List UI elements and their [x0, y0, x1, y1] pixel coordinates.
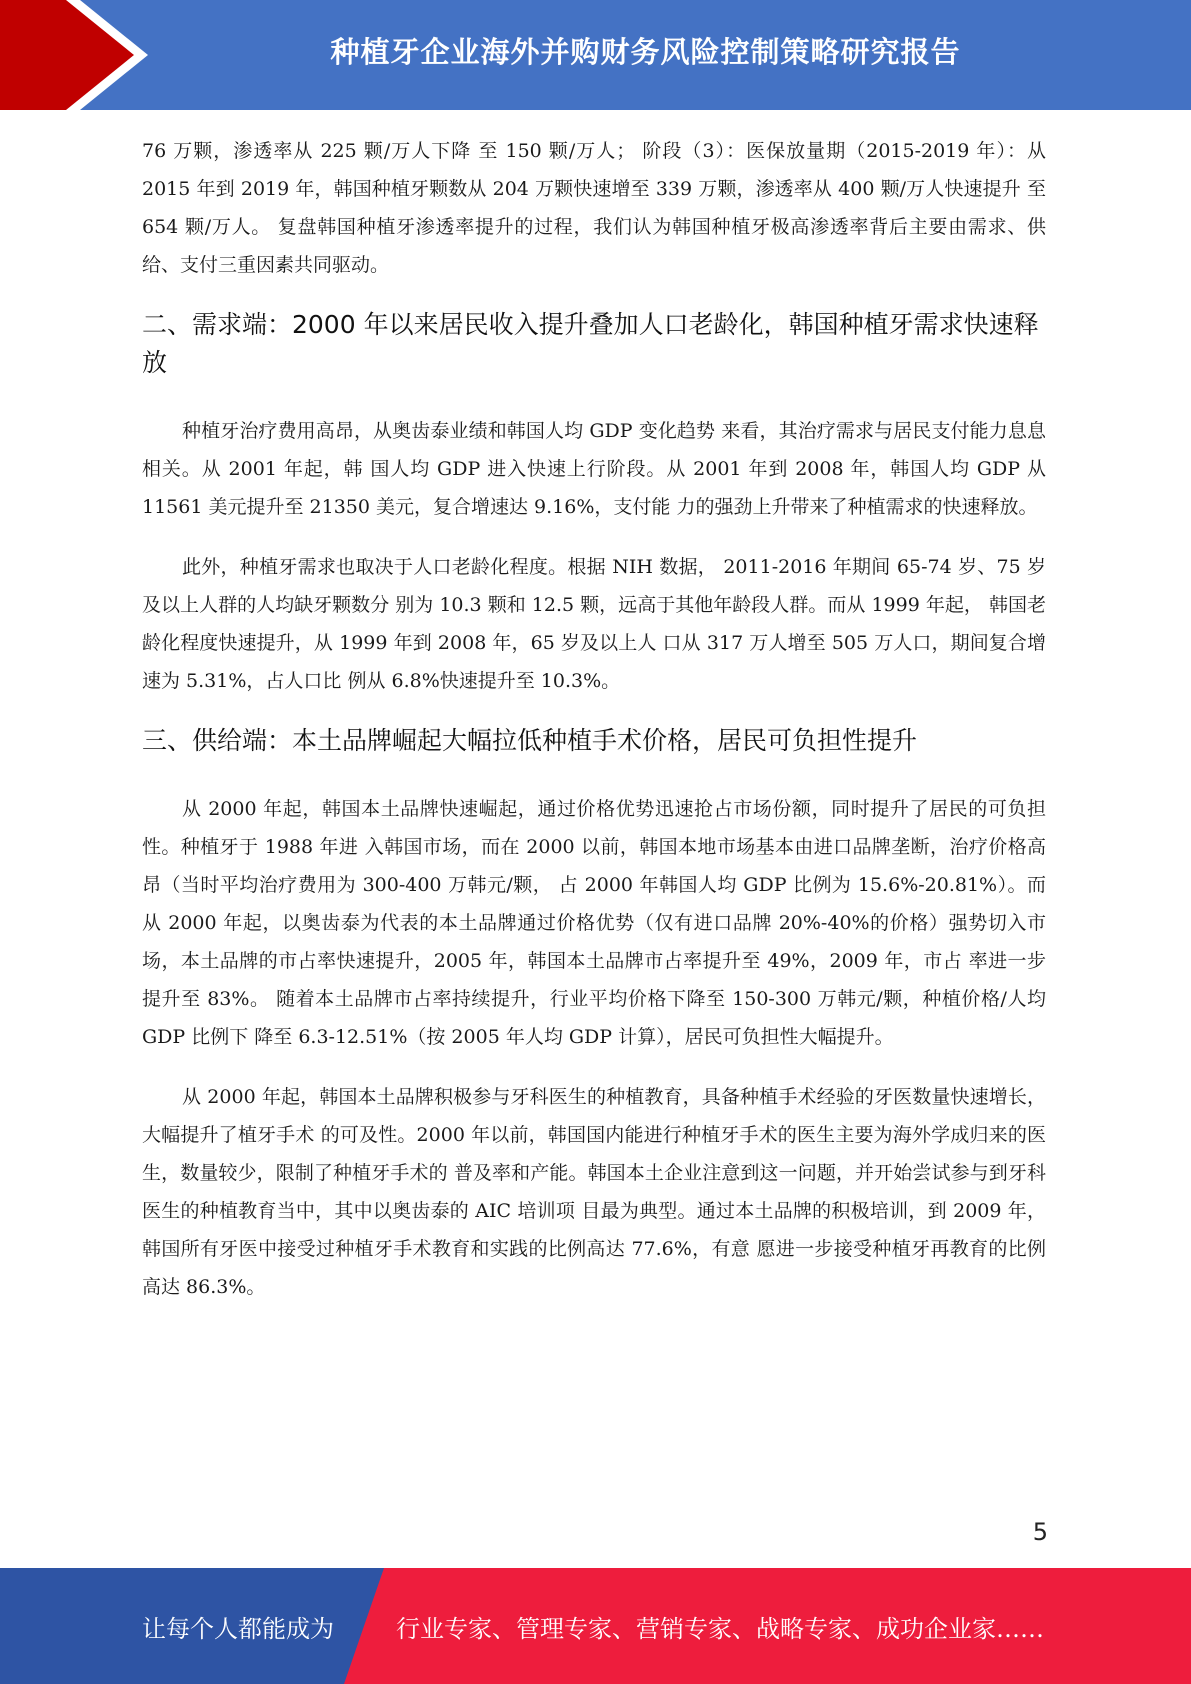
header-chevron-icon: [0, 0, 160, 110]
header-banner: [0, 0, 1191, 110]
intro-paragraph: 76 万颗，渗透率从 225 颗/万人下降 至 150 颗/万人； 阶段（3）：医保放量期（2015-2019 年）：从 2015 年到 2019 年，韩国种植牙颗数从 204 万颗快速增至 339 万颗，渗透率从 400 颗/万人快速提升 至 654 颗/万人。 复盘韩国种植牙渗透率提升的过程，我们认为韩国种植牙极高渗透率背后主要由需求、供给、支付三重因素共同驱动。: [142, 140, 1046, 276]
demand-paragraph-1: 种植牙治疗费用高昂，从奥齿泰业绩和韩国人均 GDP 变化趋势 来看，其治疗需求与居民支付能力息息相关。从 2001 年起，韩 国人均 GDP 进入快速上行阶段。从 2001 年到 2008 年，韩国人均 GDP 从 11561 美元提升至 21350 美元，复合增速达 9.16%，支付能 力的强劲上升带来了种植需求的快速释放。: [142, 420, 1046, 518]
document-title: 种植牙企业海外并购财务风险控制策略研究报告: [330, 34, 961, 69]
demand-paragraph-2: 此外，种植牙需求也取决于人口老龄化程度。根据 NIH 数据， 2011-2016 年期间 65-74 岁、75 岁及以上人群的人均缺牙颗数分 别为 10.3 颗和 12.5 颗，远高于其他年龄段人群。而从 1999 年起， 韩国老龄化程度快速提升，从 1999 年到 2008 年，65 岁及以上人 口从 317 万人增至 505 万人口，期间复合增速为 5.31%，占人口比 例从 6.8%快速提升至 10.3%。: [142, 556, 1046, 692]
page-content: [142, 132, 1046, 1328]
footer-slogan-right: 行业专家、管理专家、营销专家、战略专家、成功企业家……: [396, 1614, 1044, 1643]
section-heading-demand: 二、需求端：2000 年以来居民收入提升叠加人口老龄化，韩国种植牙需求快速释放: [142, 310, 1039, 377]
section-heading-supply: 三、供给端：本土品牌崛起大幅拉低种植手术价格，居民可负担性提升: [142, 726, 918, 755]
page-number: 5: [1032, 1518, 1048, 1546]
supply-paragraph-2: 从 2000 年起，韩国本土品牌积极参与牙科医生的种植教育，具备种植手术经验的牙医数量快速增长，大幅提升了植牙手术 的可及性。2000 年以前，韩国国内能进行种植牙手术的医生主要为海外学成归来的医生，数量较少，限制了种植牙手术的 普及率和产能。韩国本土企业注意到这一问题，并开始尝试参与到牙科医生的种植教育当中，其中以奥齿泰的 AIC 培训项 目最为典型。通过本土品牌的积极培训，到 2009 年，韩国所有牙医中接受过种植牙手术教育和实践的比例高达 77.6%，有意 愿进一步接受种植牙再教育的比例高达 86.3%。: [142, 1086, 1046, 1298]
supply-paragraph-1: 从 2000 年起，韩国本土品牌快速崛起，通过价格优势迅速抢占市场份额，同时提升了居民的可负担性。种植牙于 1988 年进 入韩国市场，而在 2000 以前，韩国本地市场基本由进口品牌垄断，治疗价格高昂（当时平均治疗费用为 300-400 万韩元/颗， 占 2000 年韩国人均 GDP 比例为 15.6%-20.81%）。而从 2000 年起，以奥齿泰为代表的本土品牌通过价格优势（仅有进口品牌 20%-40%的价格）强势切入市场，本土品牌的市占率快速提升，2005 年，韩国本土品牌市占率提升至 49%，2009 年，市占 率进一步提升至 83%。 随着本土品牌市占率持续提升，行业平均价格下降至 150-300 万韩元/颗，种植价格/人均 GDP 比例下 降至 6.3-12.51%（按 2005 年人均 GDP 计算），居民可负担性大幅提升。: [142, 798, 1046, 1048]
footer-slogan-left: 让每个人都能成为: [142, 1614, 334, 1643]
footer-banner: [0, 1568, 1191, 1684]
